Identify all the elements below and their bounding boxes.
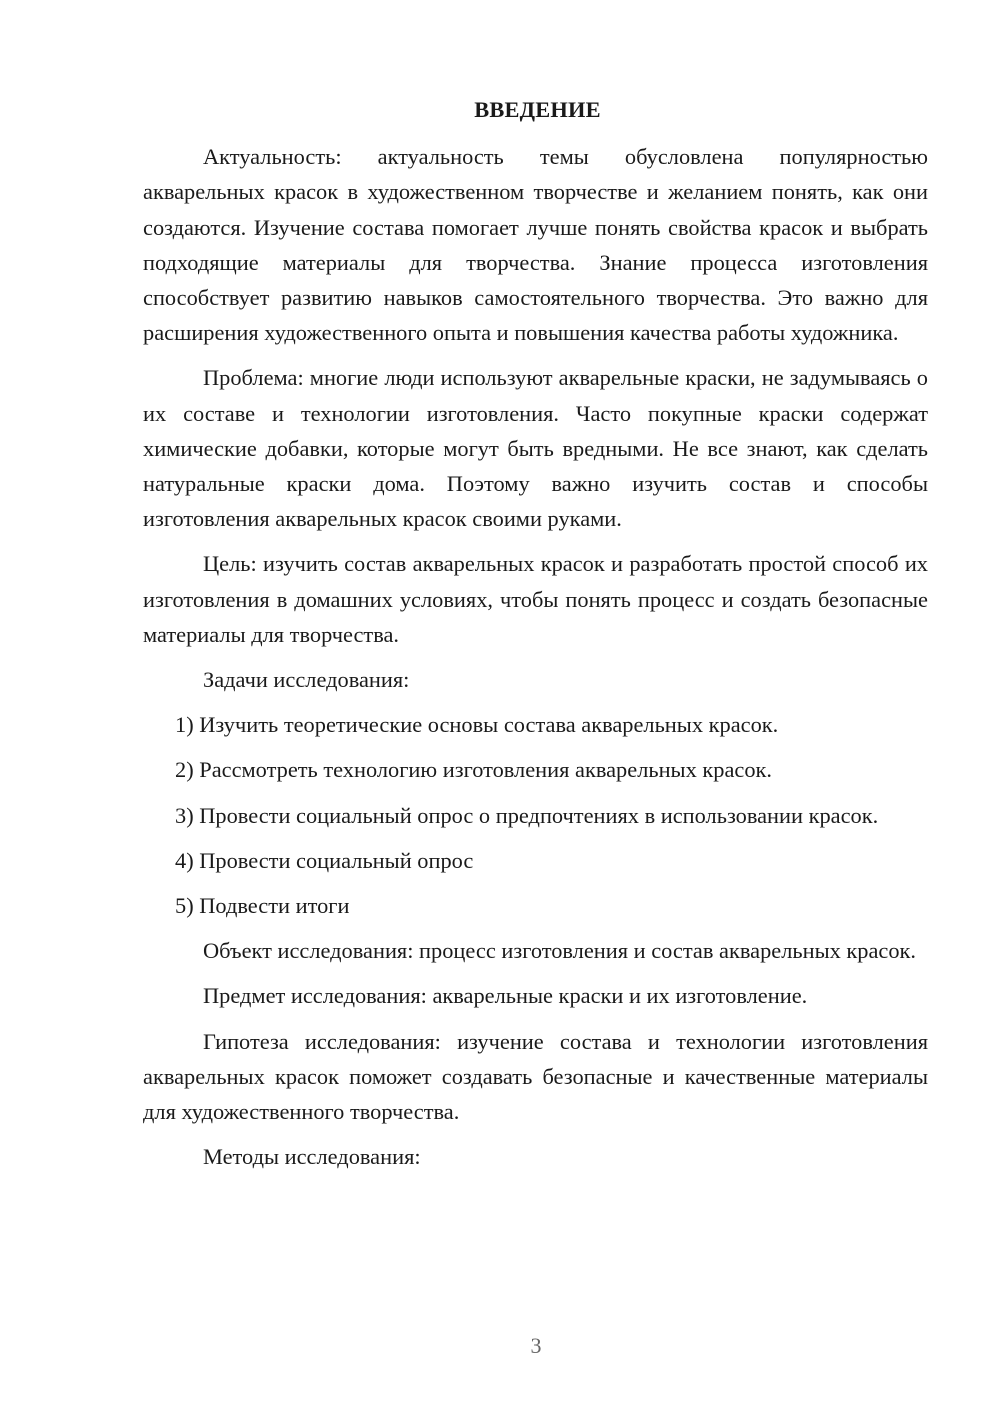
paragraph-tasks-heading: Задачи исследования: <box>203 667 410 693</box>
paragraph-goal: Цель: изучить состав акварельных красок и разработать простой способ их изготовления в домашних условиях, чтобы понять процесс и создать безопасные материалы для творчества. <box>143 551 928 647</box>
task-item-2: 2) Рассмотреть технологию изготовления акварельных красок. <box>175 757 773 783</box>
task-item-4: 4) Провести социальный опрос <box>175 847 474 873</box>
task-item-5: 5) Подвести итоги <box>175 893 350 919</box>
section-title: ВВЕДЕНИЕ <box>474 97 601 122</box>
paragraph-methods: Методы исследования: <box>203 1144 421 1170</box>
document-page <box>143 92 928 1184</box>
paragraph-hypothesis: Гипотеза исследования: изучение состава и технологии изготовления акварельных красок поможет создавать безопасные и качественные материалы для художественного творчества. <box>143 1028 928 1125</box>
paragraph-problem: Проблема: многие люди используют акварельные краски, не задумываясь о их составе и технологии изготовления. Часто покупные краски содержат химические добавки, которые могут быть вредными. Не все знают, как сделать натуральные краски дома. Поэтому важно изучить состав и способы изготовления акварельных красок своими руками. <box>143 365 928 532</box>
task-item-1: 1) Изучить теоретические основы состава акварельных красок. <box>175 712 779 738</box>
paragraph-object: Объект исследования: процесс изготовления и состав акварельных красок. <box>203 938 917 964</box>
task-item-3: 3) Провести социальный опрос о предпочтениях в использовании красок. <box>175 802 879 828</box>
paragraph-relevance: Актуальность: актуальность темы обусловлена популярностью акварельных красок в художественном творчестве и желанием понять, как они создаются. Изучение состава помогает лучше понять свойства красок и выбрать подходящие материалы для творчества. Знание процесса изготовления способствует развитию навыков самостоятельного творчества. Это важно для расширения художественного опыта и повышения качества работы художника. <box>143 144 928 346</box>
page-number: 3 <box>530 1333 542 1358</box>
paragraph-subject: Предмет исследования: акварельные краски и их изготовление. <box>203 983 808 1009</box>
